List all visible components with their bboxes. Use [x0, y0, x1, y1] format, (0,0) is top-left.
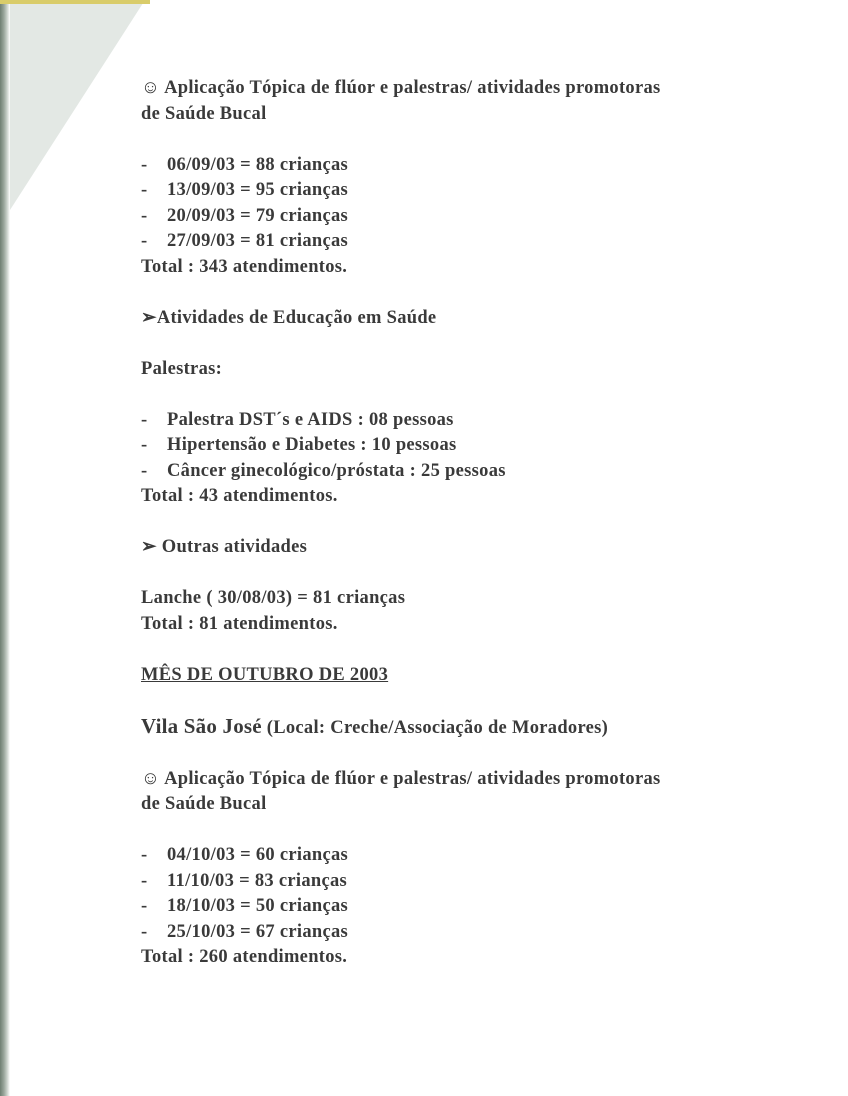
section1-heading-line1: Aplicação Tópica de flúor e palestras/ atividades promotoras: [164, 78, 661, 98]
section3-heading-text: Outras atividades: [161, 537, 308, 557]
list-item: - Câncer ginecológico/próstata : 25 pessoas: [141, 460, 506, 481]
section3-heading: [141, 535, 781, 561]
scan-top-mark: [0, 0, 150, 4]
section1-heading: [141, 76, 781, 102]
list-item: - 11/10/03 = 83 crianças: [141, 870, 348, 891]
document-page: [141, 76, 781, 971]
section1-heading-line2: de Saúde Bucal: [141, 103, 267, 124]
list-item: - Hipertensão e Diabetes : 10 pessoas: [141, 435, 457, 455]
section4-heading-line1: Aplicação Tópica de flúor e palestras/ atividades promotoras: [164, 768, 661, 789]
month-heading: MÊS DE OUTUBRO DE 2003: [141, 664, 389, 685]
location-line: [141, 714, 781, 742]
smiley-icon: ☺: [141, 768, 161, 789]
list-item: - Palestra DST´s e AIDS : 08 pessoas: [141, 409, 454, 430]
section3-total: Total : 81 atendimentos.: [141, 613, 338, 634]
section2-total: Total : 43 atendimentos.: [141, 486, 338, 506]
section2-heading: [141, 306, 781, 332]
location-name: Vila São José: [141, 713, 262, 738]
palestras-label: Palestras:: [141, 358, 223, 379]
list-item: - 06/09/03 = 88 crianças: [141, 154, 349, 175]
list-item: - 25/10/03 = 67 crianças: [141, 921, 349, 942]
list-item: - 18/10/03 = 50 crianças: [141, 896, 349, 916]
scan-left-edge: [0, 0, 10, 1096]
location-detail: (Local: Creche/Associação de Moradores): [266, 717, 609, 738]
section4-total: Total : 260 atendimentos.: [141, 947, 348, 967]
scan-fold-shadow: [10, 0, 145, 210]
lanche-line: Lanche ( 30/08/03) = 81 crianças: [141, 588, 406, 608]
section4-heading: [141, 767, 781, 793]
arrow-bullet-icon: ➢: [141, 307, 157, 328]
section4-heading-line2: de Saúde Bucal: [141, 794, 267, 814]
list-item: - 20/09/03 = 79 crianças: [141, 205, 349, 226]
list-item: - 13/09/03 = 95 crianças: [141, 180, 349, 200]
list-item: - 04/10/03 = 60 crianças: [141, 845, 349, 865]
section2-heading-text: Atividades de Educação em Saúde: [156, 307, 437, 328]
arrow-bullet-icon: ➢: [141, 537, 157, 557]
section1-total: Total : 343 atendimentos.: [141, 256, 348, 277]
smiley-icon: ☺: [141, 78, 161, 98]
list-item: - 27/09/03 = 81 crianças: [141, 231, 349, 251]
